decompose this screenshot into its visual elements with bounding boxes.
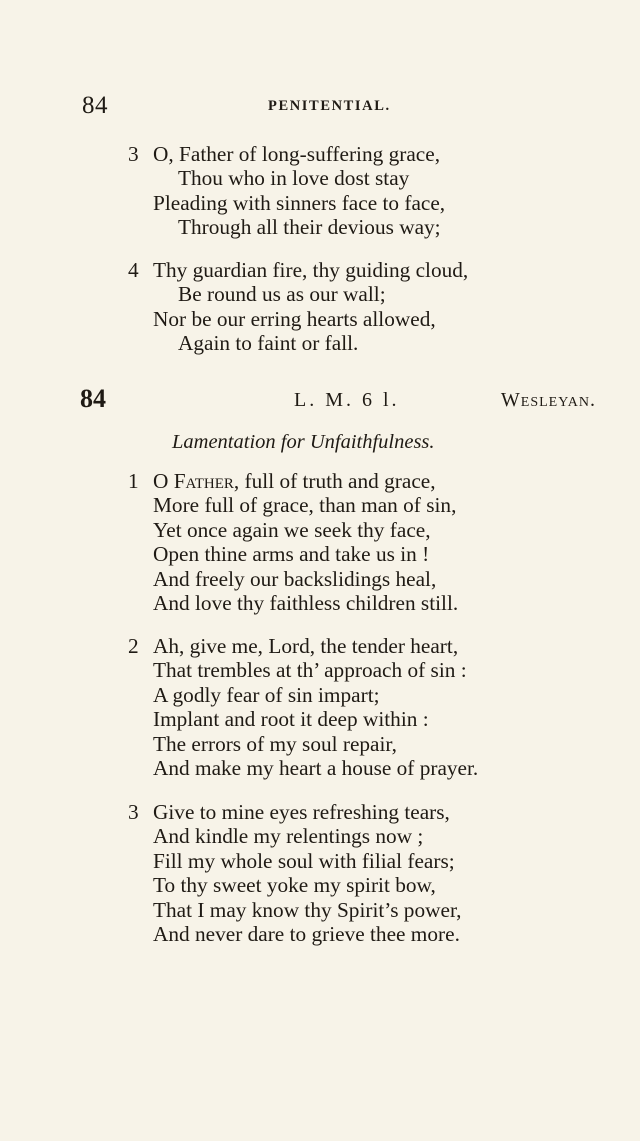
verse-line: That trembles at th’ approach of sin : (153, 658, 467, 683)
verse-line: Thy guardian fire, thy guiding cloud, (153, 258, 469, 282)
verse-line: Nor be our erring hearts allowed, (153, 306, 436, 331)
verse-line: And make my heart a house of prayer. (153, 755, 479, 780)
verse-line: Give to mine eyes refreshing tears, (153, 800, 450, 824)
hymn-tune: Wesleyan. (500, 389, 596, 411)
running-head (82, 92, 534, 120)
verse-line: Thou who in love dost stay (178, 166, 410, 191)
verse-line: Open thine arms and take us in ! (153, 542, 430, 567)
verse-line: And freely our backslidings heal, (153, 566, 437, 591)
stanza (128, 469, 598, 615)
verse-line: And kindle my relentings now ; (153, 824, 424, 849)
hymn-stanza-2 (128, 634, 598, 780)
stanza-number: 1 (128, 469, 139, 493)
section-title: PENITENTIAL. (268, 98, 391, 114)
verse-line: Implant and root it deep within : (153, 707, 429, 732)
stanza (128, 800, 598, 946)
stanza (128, 142, 598, 240)
verse-line: Through all their devious way; (178, 215, 441, 240)
previous-hymn-stanza-4 (128, 258, 598, 356)
hymn-number: 84 (80, 384, 106, 413)
verse-line: A godly fear of sin impart; (153, 682, 380, 707)
hymn-meter: L. M. 6 l. (294, 389, 400, 411)
page-number: 84 (82, 92, 108, 119)
verse-line-rest: full of truth and grace, (239, 469, 436, 493)
stanza-number: 2 (128, 634, 139, 658)
hymn-header (80, 384, 600, 414)
verse-line: More full of grace, than man of sin, (153, 493, 457, 518)
stanza (128, 634, 598, 780)
stanza-number: 3 (128, 142, 139, 166)
hymn-stanza-1 (128, 469, 598, 615)
verse-line: Yet once again we seek thy face, (153, 517, 431, 542)
verse-line: And never dare to grieve thee more. (153, 921, 460, 946)
verse-line: Fill my whole soul with filial fears; (153, 848, 455, 873)
verse-line (128, 469, 598, 493)
verse-line: Be round us as our wall; (178, 282, 386, 307)
verse-line: Pleading with sinners face to face, (153, 190, 446, 215)
verse-line: The errors of my soul repair, (153, 731, 397, 756)
verse-line: That I may know thy Spirit’s power, (153, 897, 462, 922)
stanza-number: 3 (128, 800, 139, 824)
verse-line: And love thy faithless children still. (153, 590, 459, 615)
verse-line: Again to faint or fall. (178, 331, 359, 356)
first-word: O Father, (153, 469, 240, 493)
stanza (128, 258, 598, 356)
verse-line: O, Father of long-suffering grace, (153, 142, 441, 166)
stanza-number: 4 (128, 258, 139, 282)
verse-line: To thy sweet yoke my spirit bow, (153, 873, 436, 898)
hymn-stanza-3 (128, 800, 598, 946)
previous-hymn-stanza-3 (128, 142, 598, 240)
hymn-subtitle: Lamentation for Unfaithfulness. (172, 431, 435, 453)
verse-line: Ah, give me, Lord, the tender heart, (153, 634, 459, 658)
